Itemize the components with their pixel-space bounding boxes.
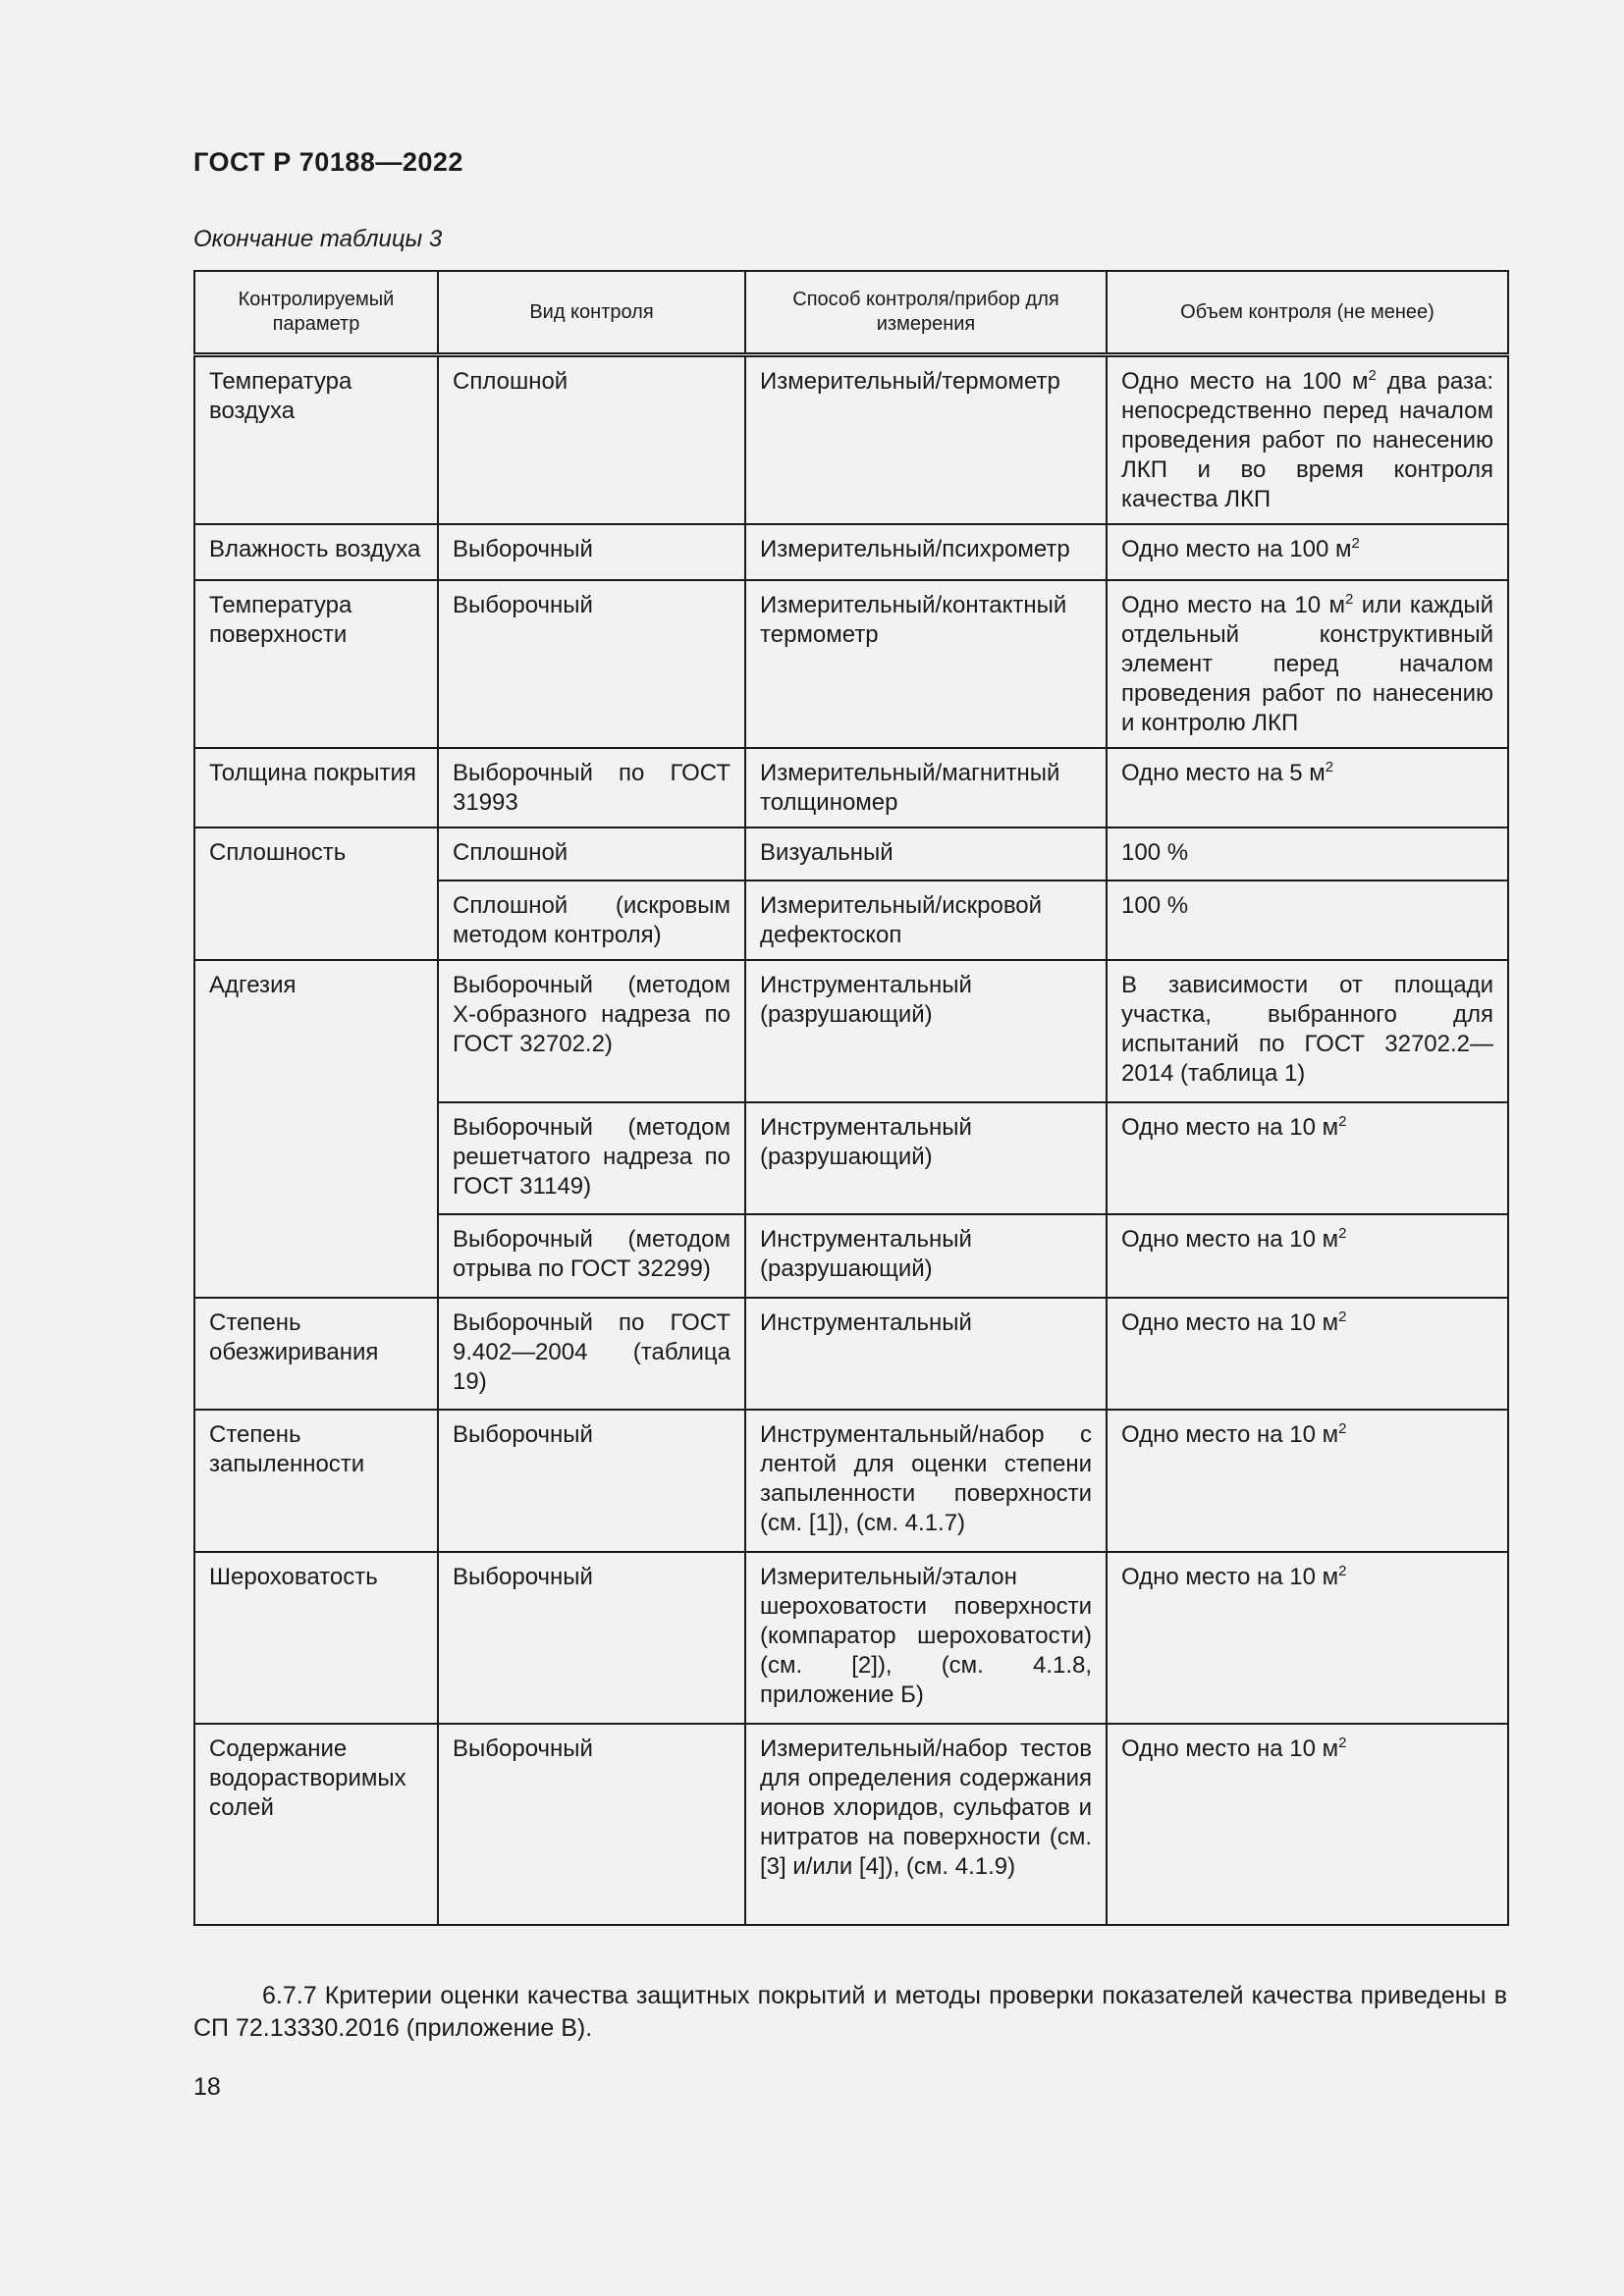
volume-text: Одно место на 10 м	[1121, 1735, 1339, 1762]
table-row	[194, 1410, 1508, 1552]
volume-text: Одно место на 10 м	[1121, 1564, 1339, 1590]
header-method: Способ контроля/прибор для измерения	[745, 271, 1107, 355]
clause-paragraph: 6.7.7 Критерии оценки качества защитных покрытий и методы проверки показателей качества приведены в СП 72.13330.2016 (приложение В).	[193, 1982, 1507, 2042]
type-cell: Выборочный (методом Х-образного надреза по ГОСТ 32702.2)	[438, 960, 745, 1102]
volume-cell	[1107, 1552, 1508, 1724]
volume-text: Одно место на 10 м	[1121, 1421, 1339, 1448]
table-row	[194, 960, 1508, 1102]
table-row	[194, 1298, 1508, 1410]
volume-cell	[1107, 355, 1508, 525]
table-row	[194, 828, 1508, 881]
volume-text: Одно место на 100 м	[1121, 536, 1352, 562]
type-cell: Сплошной	[438, 355, 745, 525]
method-cell: Инструментальный	[745, 1298, 1107, 1410]
method-cell: Измерительный/искровой дефектоскоп	[745, 881, 1107, 960]
table-row	[194, 1552, 1508, 1724]
header-volume: Объем контроля (не менее)	[1107, 271, 1508, 355]
type-cell: Выборочный	[438, 580, 745, 748]
superscript: 2	[1338, 1420, 1347, 1437]
type-cell: Выборочный (методом отрыва по ГОСТ 32299)	[438, 1214, 745, 1298]
method-cell: Инструментальный (разрушающий)	[745, 1214, 1107, 1298]
volume-text: Одно место на 10 м	[1121, 1309, 1339, 1336]
superscript: 2	[1325, 759, 1334, 775]
method-cell: Измерительный/контактный термометр	[745, 580, 1107, 748]
table-header-row	[194, 271, 1508, 355]
volume-cell	[1107, 1298, 1508, 1410]
volume-cell: 100 %	[1107, 828, 1508, 881]
volume-cell	[1107, 1410, 1508, 1552]
table-row	[194, 355, 1508, 525]
method-cell: Измерительный/магнитный толщиномер	[745, 748, 1107, 828]
volume-text: Одно место на 5 м	[1121, 760, 1326, 786]
param-cell: Содержание водорастворимых солей	[194, 1724, 438, 1925]
table-caption: Окончание таблицы 3	[193, 226, 443, 252]
volume-cell	[1107, 1724, 1508, 1925]
volume-text: Одно место на 10 м	[1121, 592, 1345, 618]
param-cell: Шероховатость	[194, 1552, 438, 1724]
page-number: 18	[193, 2073, 221, 2101]
table-row	[194, 748, 1508, 828]
param-cell: Температура воздуха	[194, 355, 438, 525]
method-cell: Измерительный/термометр	[745, 355, 1107, 525]
superscript: 2	[1338, 1735, 1347, 1751]
volume-cell	[1107, 1102, 1508, 1214]
type-cell: Сплошной	[438, 828, 745, 881]
method-cell: Измерительный/набор тестов для определения содержания ионов хлоридов, сульфатов и нитратов на поверхности (см. [3] и/или [4]), (см. 4.1.9)	[745, 1724, 1107, 1925]
superscript: 2	[1344, 591, 1354, 608]
table-row	[194, 580, 1508, 748]
volume-text: Одно место на 10 м	[1121, 1226, 1339, 1253]
document-code: ГОСТ Р 70188—2022	[193, 147, 463, 177]
type-cell: Выборочный по ГОСТ 31993	[438, 748, 745, 828]
param-cell: Температура поверхности	[194, 580, 438, 748]
table-row	[194, 524, 1508, 580]
type-cell: Выборочный	[438, 1552, 745, 1724]
param-cell: Степень обезжиривания	[194, 1298, 438, 1410]
volume-cell: 100 %	[1107, 881, 1508, 960]
table-row	[194, 1724, 1508, 1925]
superscript: 2	[1338, 1308, 1347, 1325]
type-cell: Выборочный (методом решетчатого надреза по ГОСТ 31149)	[438, 1102, 745, 1214]
type-cell: Выборочный по ГОСТ 9.402—2004 (таблица 19)	[438, 1298, 745, 1410]
method-cell: Инструментальный/набор с лентой для оценки степени запыленности поверхности (см. [1]), (см. 4.1.7)	[745, 1410, 1107, 1552]
volume-cell	[1107, 524, 1508, 580]
param-cell: Адгезия	[194, 960, 438, 1298]
volume-text: Одно место на 100 м	[1121, 368, 1369, 395]
type-cell: Выборочный	[438, 524, 745, 580]
type-cell: Сплошной (искровым методом контроля)	[438, 881, 745, 960]
superscript: 2	[1351, 535, 1360, 552]
header-type: Вид контроля	[438, 271, 745, 355]
type-cell: Выборочный	[438, 1724, 745, 1925]
volume-cell	[1107, 1214, 1508, 1298]
control-table	[193, 270, 1509, 1926]
method-cell: Инструментальный (разрушающий)	[745, 960, 1107, 1102]
volume-text-tail: или каждый отдельный конструктивный элемент перед началом проведения работ по нанесению и контролю ЛКП	[1121, 592, 1493, 736]
superscript: 2	[1368, 367, 1377, 384]
method-cell: Инструментальный (разрушающий)	[745, 1102, 1107, 1214]
volume-text: Одно место на 10 м	[1121, 1114, 1339, 1141]
type-cell: Выборочный	[438, 1410, 745, 1552]
param-cell: Степень запыленности	[194, 1410, 438, 1552]
volume-text-tail: два раза: непосредственно перед началом проведения работ по нанесению ЛКП и во время контроля качества ЛКП	[1121, 368, 1493, 512]
volume-cell	[1107, 748, 1508, 828]
param-cell: Сплошность	[194, 828, 438, 960]
superscript: 2	[1338, 1563, 1347, 1579]
method-cell: Измерительный/эталон шероховатости поверхности (компаратор шероховатости) (см. [2]), (см. 4.1.8, приложение Б)	[745, 1552, 1107, 1724]
param-cell: Влажность воздуха	[194, 524, 438, 580]
header-param: Контролируемый параметр	[194, 271, 438, 355]
param-cell: Толщина покрытия	[194, 748, 438, 828]
method-cell: Визуальный	[745, 828, 1107, 881]
volume-cell	[1107, 580, 1508, 748]
superscript: 2	[1338, 1225, 1347, 1242]
superscript: 2	[1338, 1113, 1347, 1130]
volume-cell: В зависимости от площади участка, выбранного для испытаний по ГОСТ 32702.2—2014 (таблица 1)	[1107, 960, 1508, 1102]
method-cell: Измерительный/психрометр	[745, 524, 1107, 580]
